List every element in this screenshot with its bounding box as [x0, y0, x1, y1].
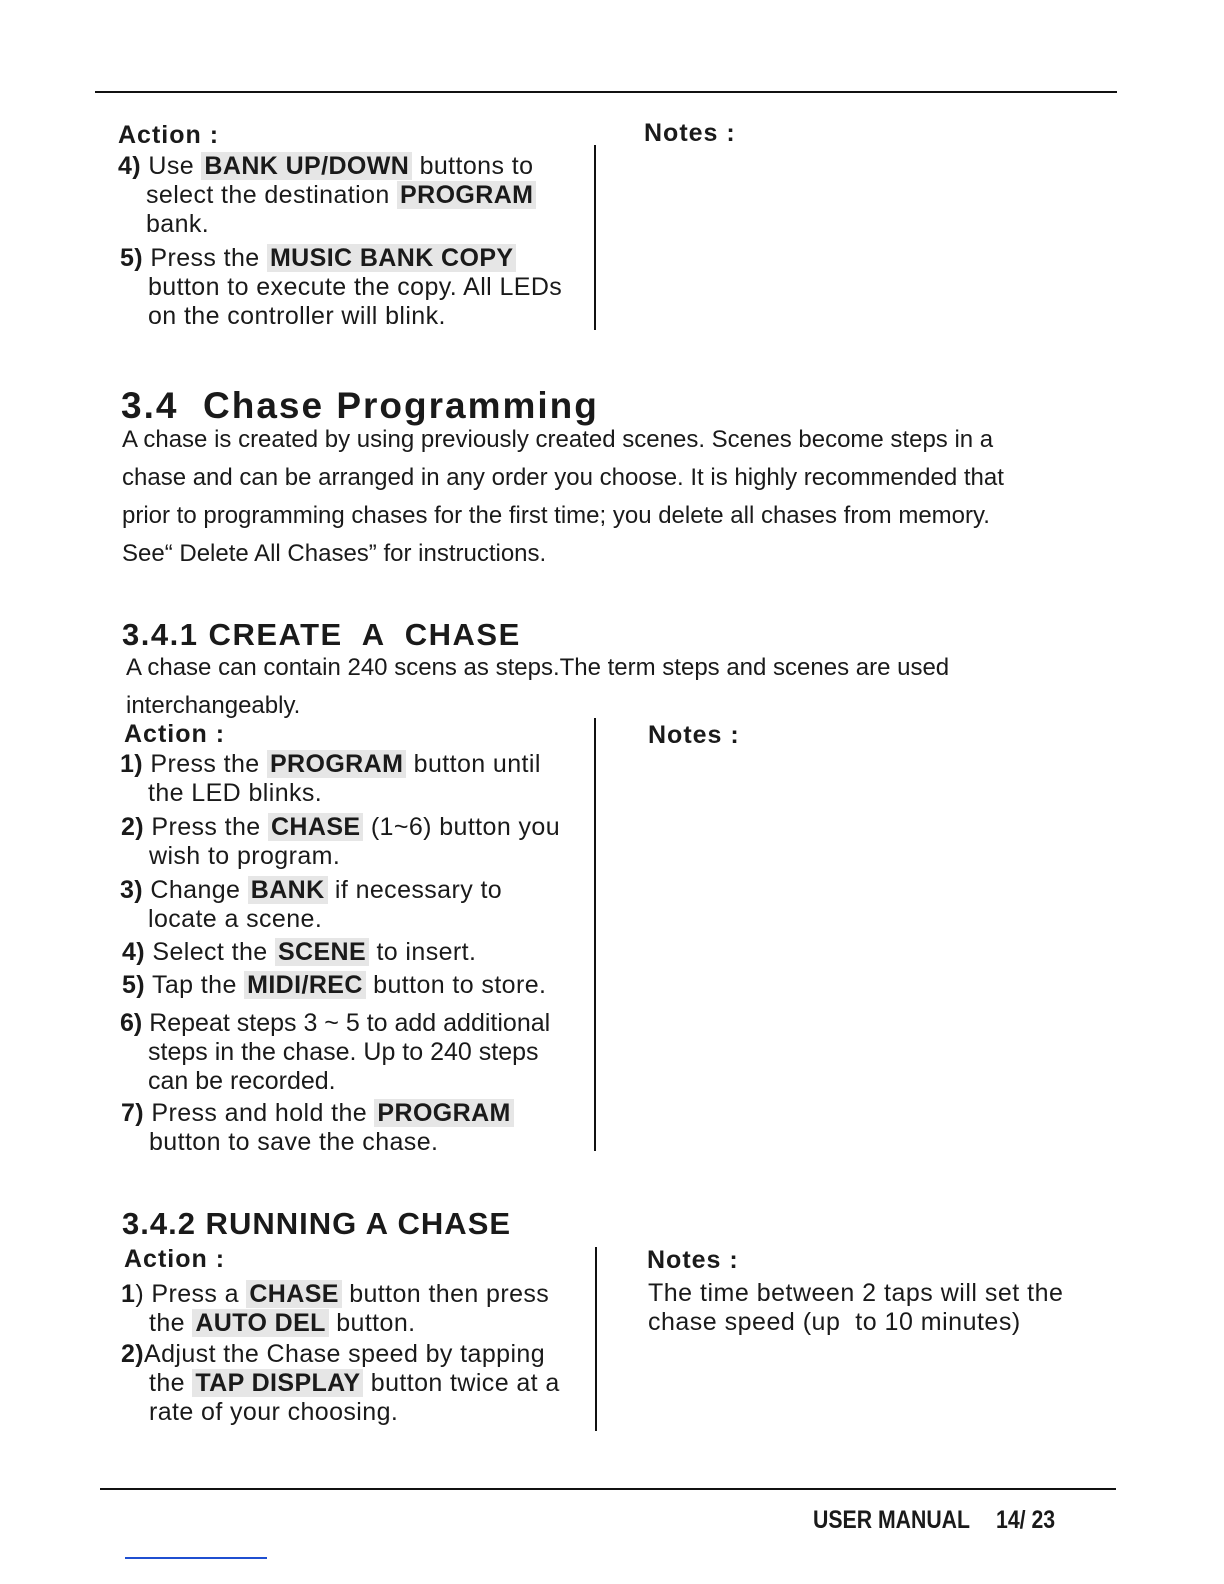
step-3-create: 3) Change BANK if necessary to locate a scene.	[120, 876, 503, 933]
tap-display-button-ref: TAP DISPLAY	[192, 1369, 363, 1397]
chase-button-ref: CHASE	[246, 1280, 342, 1308]
midi-rec-button-ref: MIDI/REC	[244, 971, 366, 999]
chase-button-ref: CHASE	[268, 813, 364, 841]
section-title-3-4: 3.4 Chase Programming	[121, 385, 599, 426]
running-chase-notes: The time between 2 taps will set the chase speed (up to 10 minutes)	[648, 1279, 1064, 1336]
section-3-4-paragraph: A chase is created by using previously created scenes. Scenes become steps in a chase and can be arranged in any order you choose. It is highly recommended that prior to programming chases for the first time; you delete all chases from memory. See“ Delete All Chases” for instructions.	[122, 426, 1004, 567]
step-4: 4) Use BANK UP/DOWN buttons to select the destination PROGRAM bank.	[118, 152, 536, 239]
step-1-run: 1) Press a CHASE button then press the AUTO DEL button.	[121, 1280, 550, 1337]
footer-link-underline	[125, 1557, 267, 1559]
top-rule	[95, 91, 1117, 93]
auto-del-button-ref: AUTO DEL	[192, 1309, 329, 1337]
notes-heading-341: Notes :	[648, 721, 740, 749]
section-3-4-1-intro: A chase can contain 240 scens as steps.The term steps and scenes are used interchangeably.	[126, 654, 950, 719]
action-heading-341: Action :	[124, 720, 226, 748]
step-4-create: 4) Select the SCENE to insert.	[122, 938, 477, 966]
bottom-rule	[100, 1488, 1116, 1490]
step-5-create: 5) Tap the MIDI/REC button to store.	[122, 971, 547, 999]
footer-page-number: 14/ 23	[996, 1506, 1056, 1534]
notes-heading: Notes :	[644, 119, 736, 147]
step-2-run: 2)Adjust the Chase speed by tapping the TAP DISPLAY button twice at a rate of your choosing.	[121, 1340, 560, 1426]
music-bank-copy-button-ref: MUSIC BANK COPY	[267, 244, 517, 272]
program-button-ref: PROGRAM	[374, 1099, 513, 1127]
notes-heading-342: Notes :	[647, 1246, 739, 1274]
scene-button-ref: SCENE	[275, 938, 369, 966]
program-button-ref: PROGRAM	[267, 750, 406, 778]
bank-button-ref: BANK	[248, 876, 328, 904]
step-5: 5) Press the MUSIC BANK COPY button to execute the copy. All LEDs on the controller will blink.	[120, 244, 563, 330]
column-divider	[594, 145, 596, 330]
bank-up-down-button-ref: BANK UP/DOWN	[201, 152, 412, 180]
step-7-create: 7) Press and hold the PROGRAM button to save the chase.	[121, 1099, 514, 1157]
column-divider-341	[594, 718, 596, 1151]
action-heading: Action :	[118, 121, 220, 149]
section-title-3-4-2: 3.4.2 RUNNING A CHASE	[122, 1206, 512, 1241]
section-title-3-4-1: 3.4.1 CREATE A CHASE	[122, 617, 521, 652]
step-2-create: 2) Press the CHASE (1~6) button you wish to program.	[121, 813, 560, 870]
footer-manual-label: USER MANUAL	[813, 1506, 971, 1534]
column-divider-342	[595, 1247, 597, 1431]
step-6-create: 6) Repeat steps 3 ~ 5 to add additional steps in the chase. Up to 240 steps can be recorded.	[120, 1009, 551, 1095]
program-button-ref: PROGRAM	[397, 181, 536, 209]
action-heading-342: Action :	[124, 1245, 226, 1273]
step-1-create: 1) Press the PROGRAM button until the LED blinks.	[120, 750, 541, 807]
